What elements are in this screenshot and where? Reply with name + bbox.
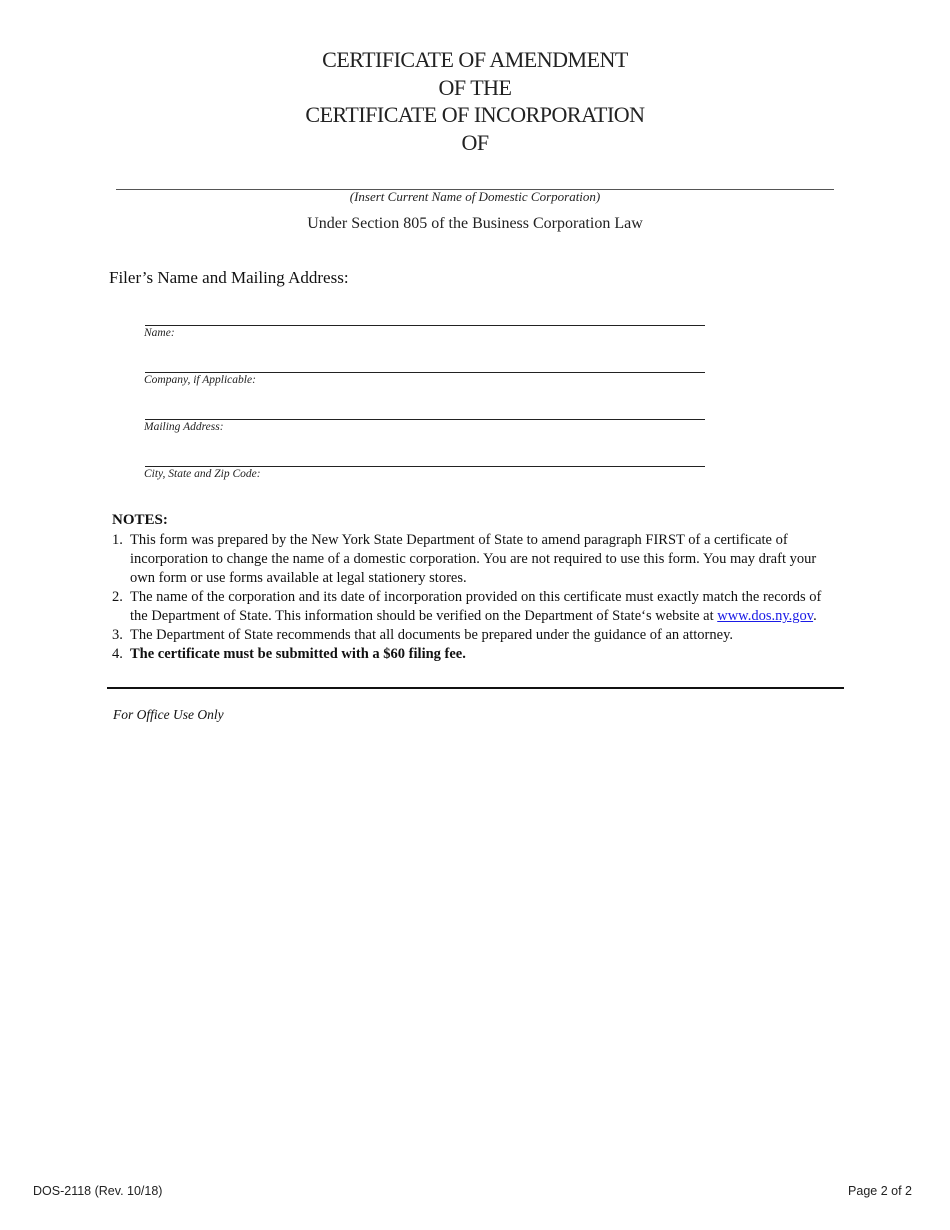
filer-heading: Filer’s Name and Mailing Address: bbox=[109, 268, 349, 287]
statute-reference: Under Section 805 of the Business Corporation Law bbox=[307, 215, 643, 232]
note-item bbox=[112, 588, 832, 626]
title-line-4: OF bbox=[461, 129, 489, 155]
office-use-label: For Office Use Only bbox=[113, 707, 224, 722]
note-number: 1. bbox=[112, 532, 123, 548]
document-title bbox=[0, 46, 950, 156]
title-line-3: CERTIFICATE OF INCORPORATION bbox=[305, 102, 645, 127]
note-number: 2. bbox=[112, 589, 123, 605]
note-text: The name of the corporation and its date of incorporation provided on this certificate must exactly match the records of the Department of State. This information should be verified on the Department of State‘s website at bbox=[130, 589, 822, 624]
title-line-1: CERTIFICATE OF AMENDMENT bbox=[322, 47, 628, 72]
note-item bbox=[112, 531, 832, 588]
filer-city-state-zip-label: City, State and Zip Code: bbox=[144, 468, 261, 480]
note-text: The certificate must be submitted with a $60 filing fee. bbox=[130, 646, 466, 662]
filer-mailing-address-label: Mailing Address: bbox=[144, 421, 224, 433]
filer-company-label: Company, if Applicable: bbox=[144, 374, 256, 386]
note-number: 3. bbox=[112, 627, 123, 643]
filer-mailing-address-input[interactable] bbox=[145, 419, 705, 420]
note-text-end: . bbox=[813, 608, 817, 624]
notes-heading: NOTES: bbox=[112, 512, 168, 528]
note-item bbox=[112, 645, 832, 664]
note-number: 4. bbox=[112, 646, 123, 662]
filer-city-state-zip-input[interactable] bbox=[145, 466, 705, 467]
form-id: DOS-2118 (Rev. 10/18) bbox=[33, 1184, 163, 1198]
notes-list bbox=[112, 531, 832, 664]
note-item bbox=[112, 626, 832, 645]
filer-name-input[interactable] bbox=[145, 325, 705, 326]
dos-website-link[interactable]: www.dos.ny.gov bbox=[717, 608, 814, 624]
filer-name-label: Name: bbox=[144, 327, 175, 339]
page-number: Page 2 of 2 bbox=[848, 1184, 912, 1198]
corporation-name-label-text: Insert Current Name of Domestic Corporation) bbox=[354, 189, 601, 204]
corporation-name-label-paren: ( bbox=[349, 189, 355, 204]
note-text: The Department of State recommends that all documents be prepared under the guidance of an attorney. bbox=[130, 627, 733, 643]
section-divider bbox=[107, 687, 844, 689]
filer-company-input[interactable] bbox=[145, 372, 705, 373]
title-line-2: OF THE bbox=[438, 74, 512, 100]
note-text: This form was prepared by the New York State Department of State to amend paragraph FIRST of a certificate of incorporation to change the name of a domestic corporation. You are not required to use this form. You may draft your own form or use forms available at legal stationery stores. bbox=[130, 532, 817, 586]
corporation-name-label bbox=[0, 189, 950, 205]
